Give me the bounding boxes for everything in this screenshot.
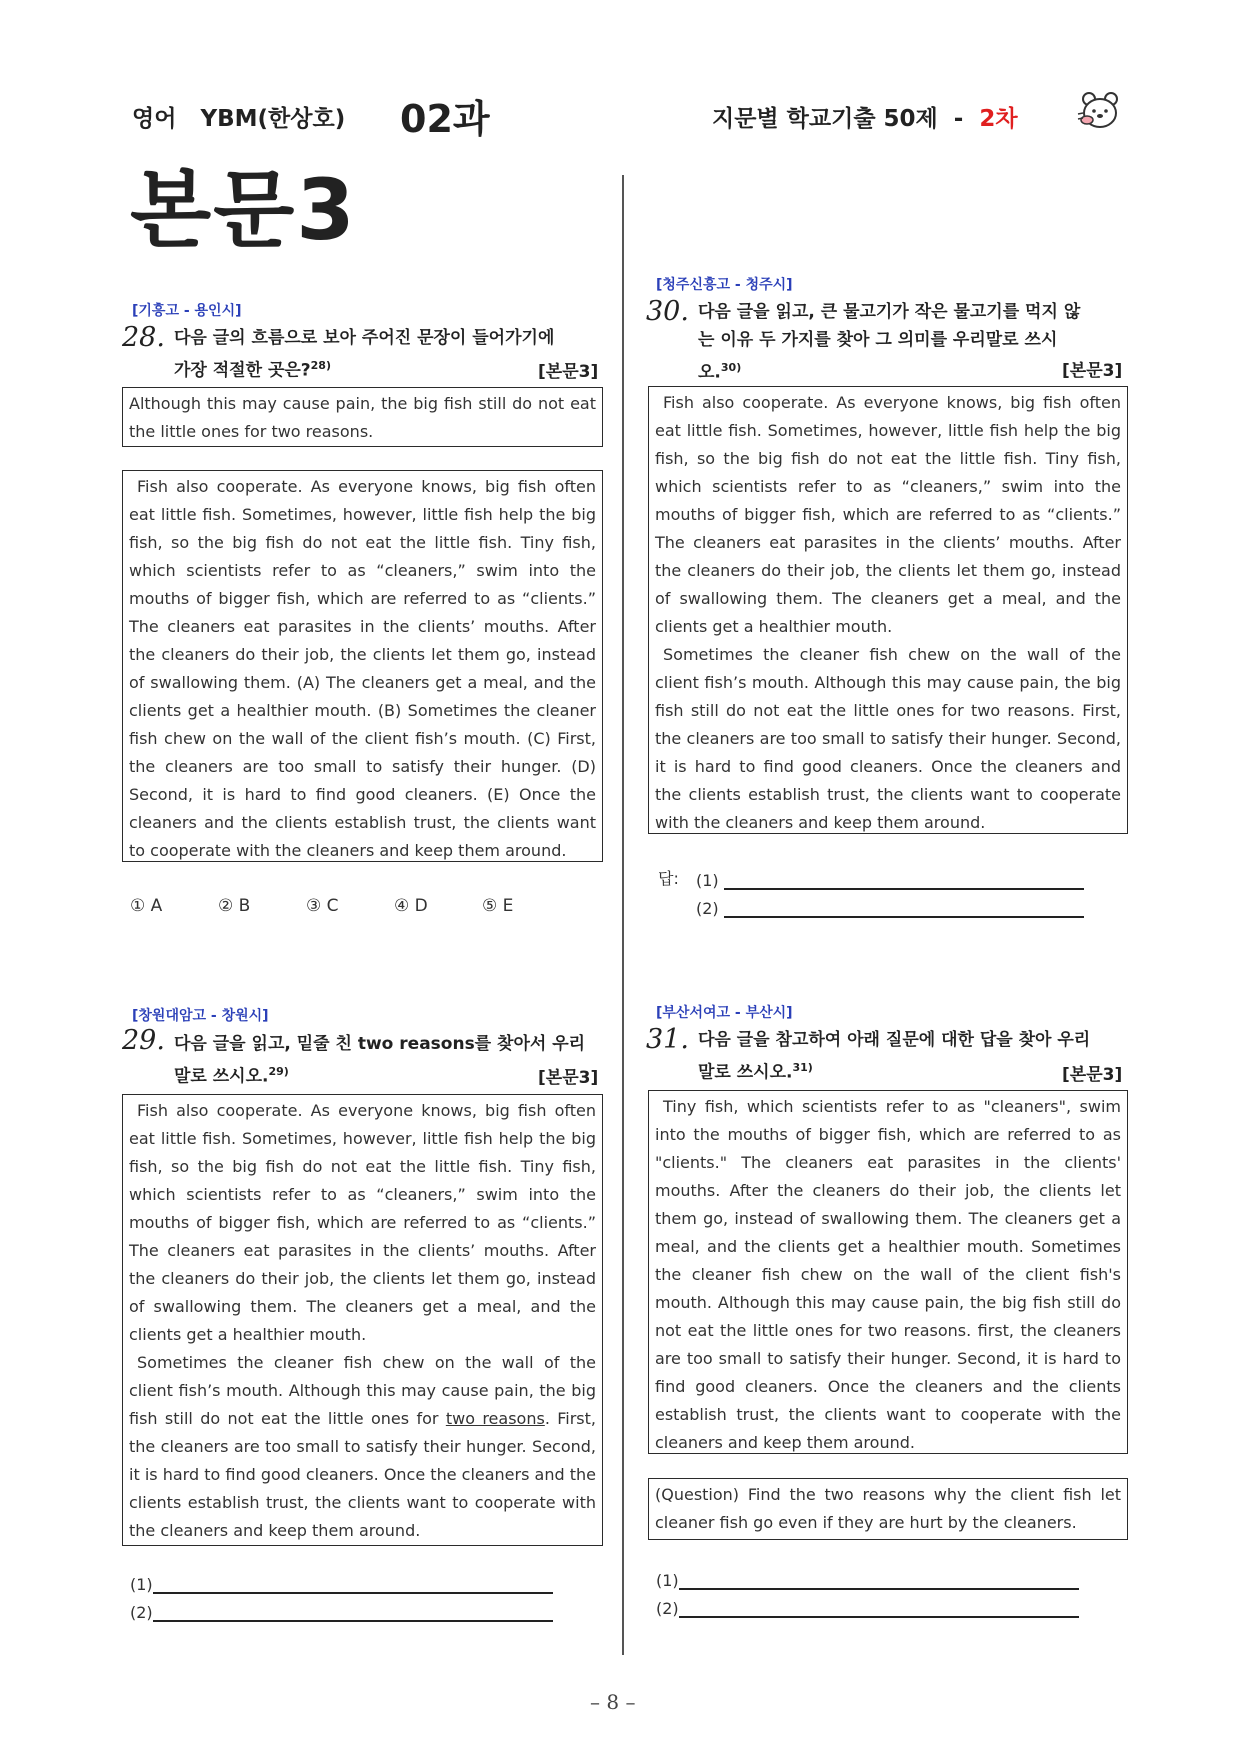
- q29-para1: Fish also cooperate. As everyone knows, big fish often eat little fish. Sometimes, however, little fish help the big fish, so the big fish do not eat the little fish. Tiny fish, which scientists refer to as “cleaners,” swim into the mouths of bigger fish, which are referred to as “clients.” The cleaners eat parasites in the clients’ mouths. After the cleaners do their job, the clients let them go, instead of swallowing them. The cleaners get a meal, and the clients get a healthier mouth.: [129, 1101, 596, 1344]
- q28-prompt-line2: 가장 적절한 곳은?: [174, 360, 311, 381]
- bear-mascot-icon: [1075, 86, 1125, 136]
- q31-question-box: [648, 1478, 1128, 1540]
- q31-prompt-line1: 다음 글을 참고하여 아래 질문에 대한 답을 찾아 우리: [698, 1030, 1091, 1050]
- section-title: 본문3: [130, 161, 357, 259]
- column-divider: [622, 175, 624, 1655]
- q31-footnote: 31): [792, 1061, 813, 1074]
- q31-answer-2[interactable]: [656, 1596, 1079, 1618]
- q28-passage-box: [122, 470, 603, 862]
- q29-answer-1[interactable]: [130, 1572, 553, 1594]
- q29-tag: [본문3]: [538, 1068, 599, 1088]
- q30-footnote: 30): [720, 361, 742, 374]
- q31-question: (Question) Find the two reasons why the client fish let cleaner fish go even if they are hurt by the cleaners.: [655, 1485, 1121, 1532]
- q29-prompt: [174, 1030, 594, 1091]
- q31-number: 31.: [646, 1024, 689, 1055]
- q28-choice-3[interactable]: ③ C: [306, 896, 339, 916]
- q29-answer-2[interactable]: [130, 1600, 553, 1622]
- q29-para2-after: . First, the cleaners are too small to satisfy their hunger. Second, it is hard to find good cleaners. Once the cleaners and the clients establish trust, the clients want to cooperate with the cleaners and keep them around.: [129, 1409, 597, 1540]
- q30-answer-1[interactable]: [696, 868, 1084, 890]
- series-prefix: 지문별 학교기출 50제 -: [712, 106, 980, 132]
- q29-footnote: 29): [268, 1065, 289, 1078]
- subject-label: 영어 YBM(한상호): [132, 106, 346, 132]
- q29-passage-box: [122, 1094, 603, 1546]
- q30-answer-2-label: (2): [696, 899, 719, 918]
- q30-answer-prefix: 답:: [658, 869, 679, 888]
- q28-footnote: 28): [310, 359, 331, 372]
- q30-answer-2[interactable]: [696, 896, 1084, 918]
- q30-para1: Fish also cooperate. As everyone knows, big fish often eat little fish. Sometimes, however, little fish help the big fish, so the big fish do not eat the little fish. Tiny fish, which scientists refer to as “cleaners,” swim into the mouths of bigger fish, which are referred to as “clients.” The cleaners eat parasites in the clients’ mouths. After the cleaners do their job, the clients let them go, instead of swallowing them. The cleaners get a meal, and the clients get a healthier mouth.: [655, 393, 1121, 636]
- q29-para2-before: Sometimes the cleaner fish chew on the wall of the client fish’s mouth. Although this may cause pain, the big fish still do not eat the little ones for: [129, 1353, 596, 1428]
- q28-prompt: [174, 324, 594, 385]
- q28-number: 28.: [122, 322, 165, 353]
- q30-school: [청주신흥고 - 청주시]: [656, 277, 793, 293]
- q28-tag: [본문3]: [538, 362, 599, 382]
- q29-para2: [129, 1349, 596, 1545]
- q28-choice-5[interactable]: ⑤ E: [482, 896, 514, 916]
- q28-choices: [130, 896, 570, 916]
- series-round: 2차: [979, 106, 1018, 132]
- q28-choice-1[interactable]: ① A: [130, 896, 163, 916]
- q31-answer-1-label: (1): [656, 1571, 679, 1590]
- q30-number: 30.: [646, 296, 689, 327]
- q31-answer-1[interactable]: [656, 1568, 1079, 1590]
- q30-prompt-line1: 다음 글을 읽고, 큰 물고기가 작은 물고기를 먹지 않: [698, 302, 1081, 322]
- q28-prompt-line1: 다음 글의 흐름으로 보아 주어진 문장이 들어가기에: [174, 328, 555, 348]
- lesson-label: 02과: [400, 97, 490, 141]
- q30-tag: [본문3]: [1062, 361, 1123, 381]
- q29-school: [창원대암고 - 창원시]: [132, 1008, 269, 1024]
- q30-passage-box: [648, 386, 1128, 834]
- q30-para2: Sometimes the cleaner fish chew on the wall of the client fish’s mouth. Although this may cause pain, the big fish still do not eat the little ones for two reasons. First, the cleaners are too small to satisfy their hunger. Second, it is hard to find good cleaners. Once the cleaners and the clients establish trust, the clients want to cooperate with the cleaners and keep them around.: [655, 645, 1121, 832]
- q29-prompt-line2: 말로 쓰시오.: [174, 1066, 269, 1087]
- q28-given-sentence-box: [122, 387, 603, 447]
- q30-answer-1-label: (1): [696, 871, 719, 890]
- q28-given-sentence: Although this may cause pain, the big fish still do not eat the little ones for two reasons.: [129, 394, 596, 441]
- q31-prompt-line2: 말로 쓰시오.: [698, 1062, 793, 1083]
- q29-underlined-phrase: two reasons: [445, 1409, 545, 1428]
- q28-choice-2[interactable]: ② B: [218, 896, 251, 916]
- q31-answer-2-label: (2): [656, 1599, 679, 1618]
- q31-school: [부산서여고 - 부산시]: [656, 1005, 793, 1021]
- q31-prompt: [698, 1026, 1118, 1087]
- q30-prompt: [698, 298, 1118, 387]
- q29-answer-2-label: (2): [130, 1603, 153, 1622]
- q31-passage-box: [648, 1090, 1128, 1454]
- series-label: [712, 100, 1018, 133]
- q30-prompt-line3: 오.: [698, 362, 721, 383]
- q29-prompt-line1: 다음 글을 읽고, 밑줄 친 two reasons를 찾아서 우리: [174, 1034, 586, 1054]
- page-number: – 8 –: [590, 1690, 636, 1714]
- q29-answer-1-label: (1): [130, 1575, 153, 1594]
- q31-tag: [본문3]: [1062, 1065, 1123, 1085]
- q31-passage: Tiny fish, which scientists refer to as "cleaners", swim into the mouths of bigger fish, which are referred to as "clients." The cleaners eat parasites in the clients' mouths. After the cleaners do their job, the clients let them go, instead of swallowing them. The cleaners get a meal, and the clients get a healthier mouth. Sometimes the cleaner fish chew on the wall of the client fish's mouth. Although this may cause pain, the big fish still do not eat the little ones for two reasons. first, the cleaners are too small to satisfy their hunger. Second, it is hard to find good cleaners. Once the cleaners and the clients establish trust, the clients want to cooperate with the cleaners and keep them around.: [655, 1097, 1121, 1452]
- q28-school: [기흥고 - 용인시]: [132, 303, 242, 319]
- q28-choice-4[interactable]: ④ D: [394, 896, 428, 916]
- q29-number: 29.: [122, 1025, 165, 1056]
- q28-passage: Fish also cooperate. As everyone knows, big fish often eat little fish. Sometimes, however, little fish help the big fish, so the big fish do not eat the little fish. Tiny fish, which scientists refer to as “cleaners,” swim into the mouths of bigger fish, which are referred to as “clients.” The cleaners eat parasites in the clients’ mouths. After the cleaners do their job, the clients let them go, instead of swallowing them. (A) The cleaners get a meal, and the clients get a healthier mouth. (B) Sometimes the cleaner fish chew on the wall of the client fish’s mouth. (C) First, the cleaners are too small to satisfy their hunger. (D) Second, it is hard to find good cleaners. (E) Once the cleaners and the clients establish trust, the clients want to cooperate with the cleaners and keep them around.: [129, 477, 596, 860]
- q30-prompt-line2: 는 이유 두 가지를 찾아 그 의미를 우리말로 쓰시: [698, 330, 1058, 350]
